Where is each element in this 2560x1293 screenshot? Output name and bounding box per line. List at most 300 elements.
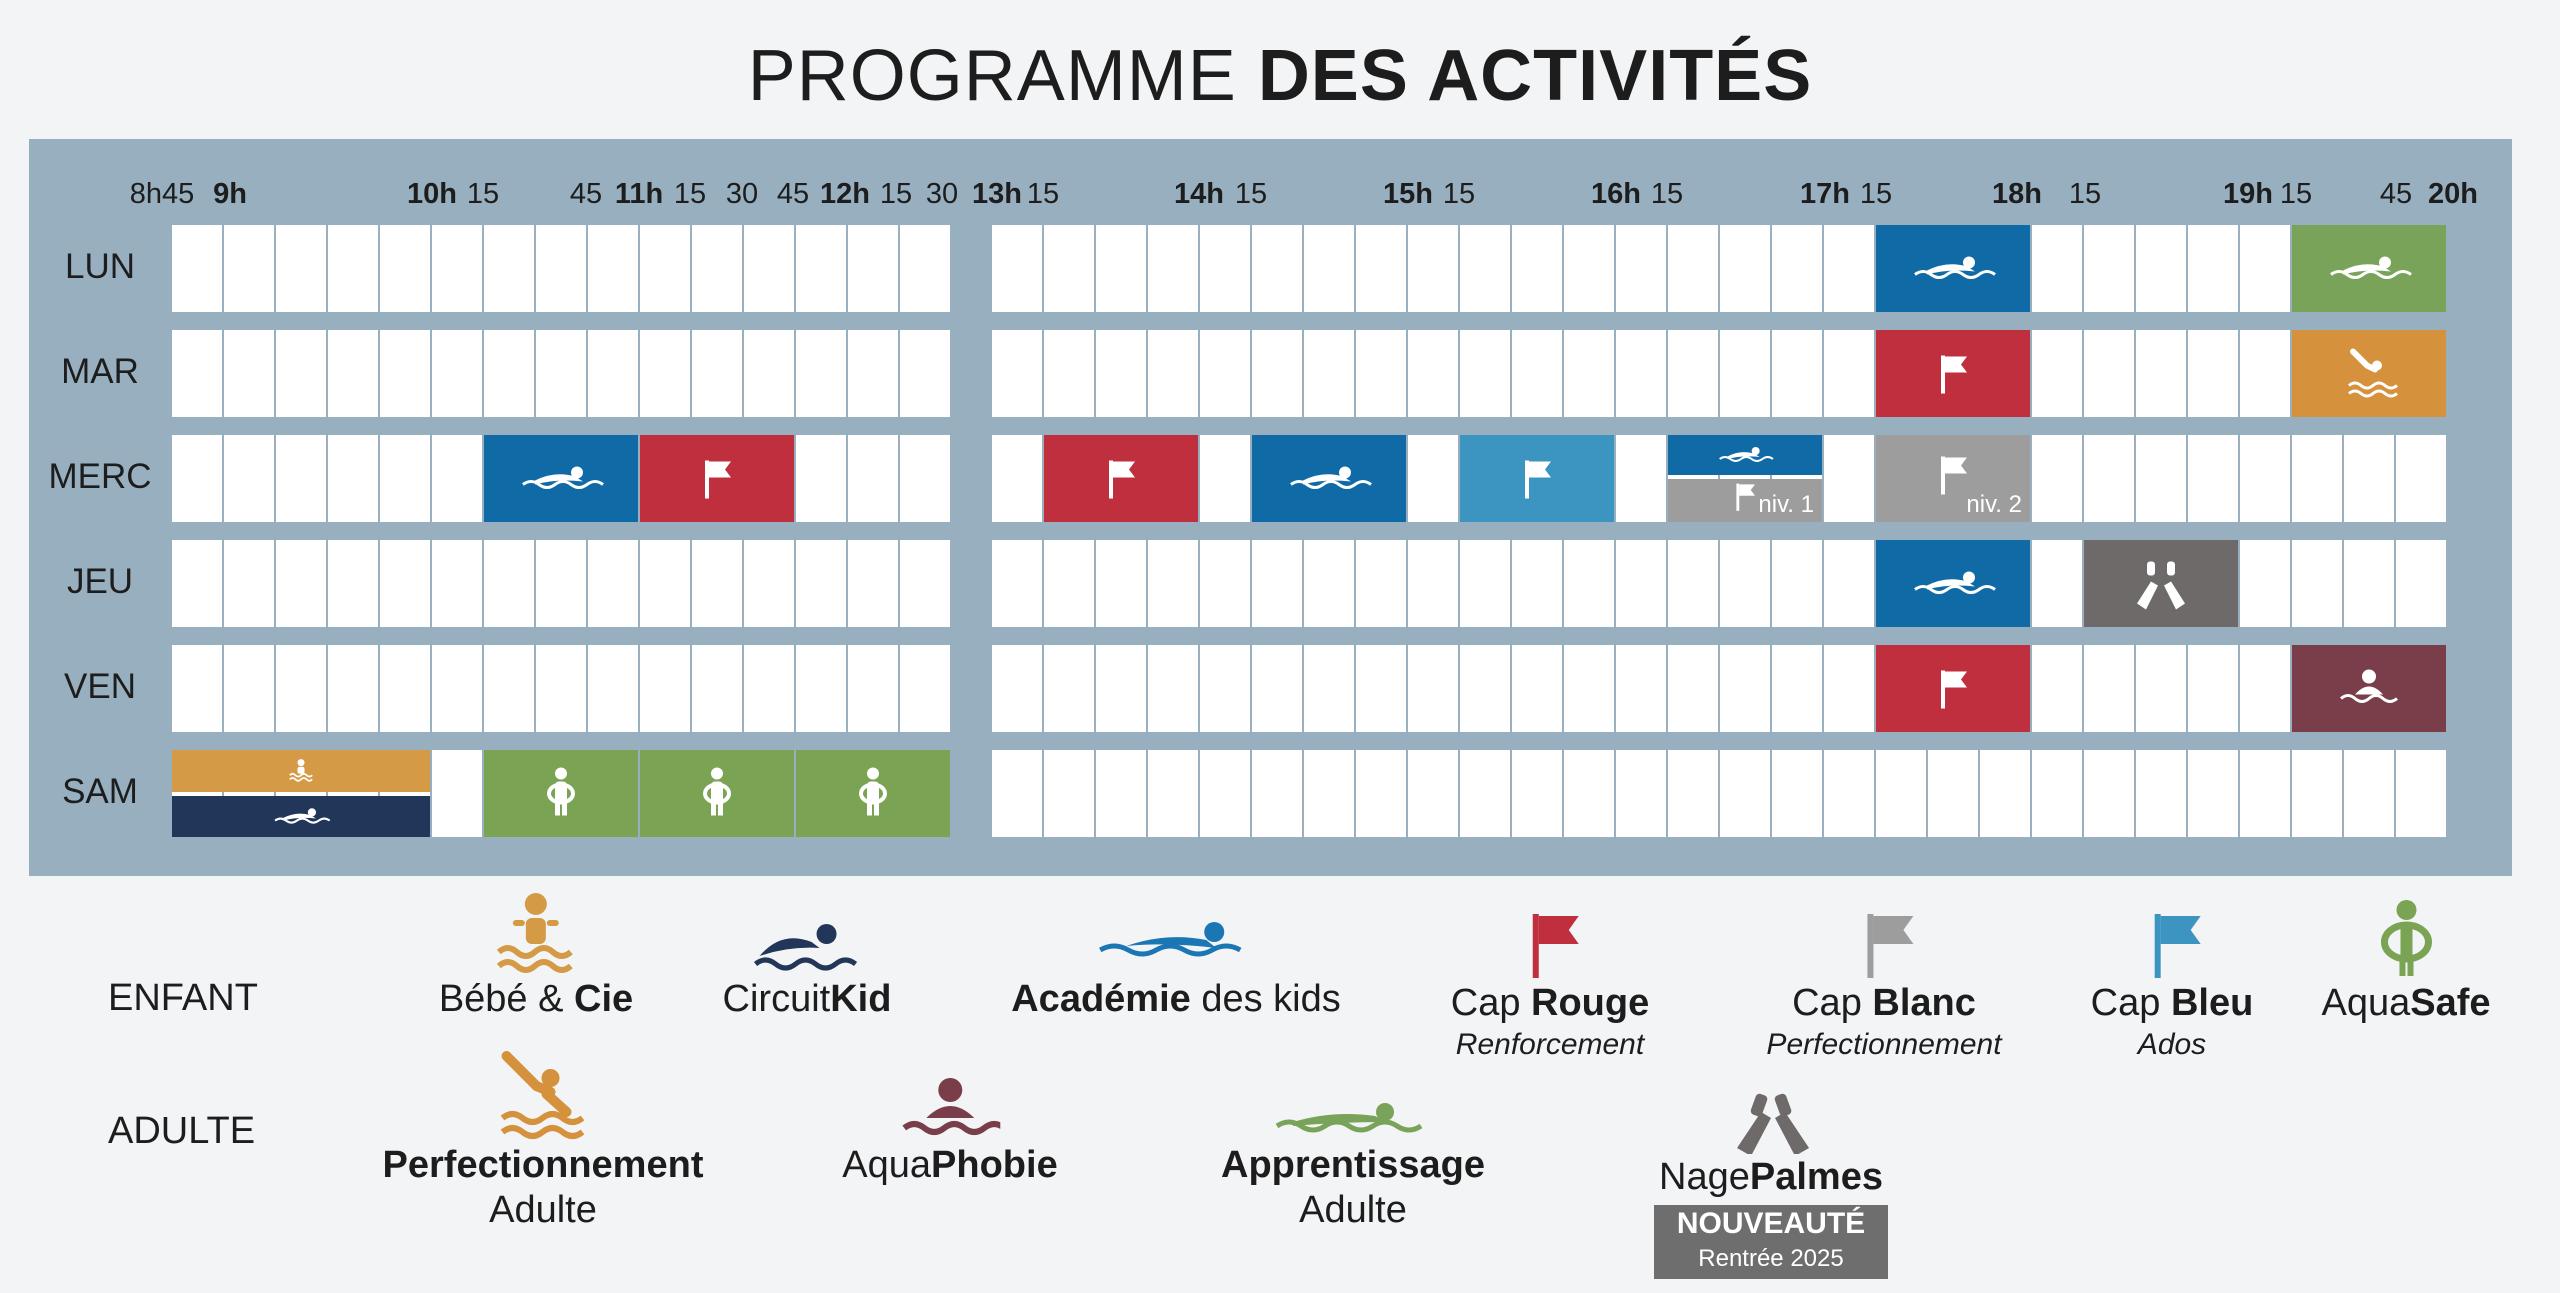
time-tick: 20h xyxy=(2428,178,2478,210)
long-swimmer-icon xyxy=(2292,225,2446,312)
time-tick: 10h xyxy=(407,178,457,210)
grid-cell xyxy=(1616,435,1666,522)
grid-cell xyxy=(900,540,950,627)
grid-cell xyxy=(1044,330,1094,417)
legend-cap-bleu xyxy=(2091,910,2254,1064)
grid-cell xyxy=(1564,225,1614,312)
grid-cell xyxy=(276,645,326,732)
grid-cell xyxy=(1408,540,1458,627)
grid-cell xyxy=(1044,645,1094,732)
time-tick: 11h xyxy=(614,178,664,210)
grid-cell xyxy=(1616,750,1666,837)
legend-academie-bold: Académie xyxy=(1011,978,1191,1020)
fins-icon xyxy=(2084,540,2238,627)
grid-cell xyxy=(992,330,1042,417)
long-swimmer-icon xyxy=(1273,1098,1433,1142)
baby-icon xyxy=(172,750,430,792)
grid-cell xyxy=(276,330,326,417)
grid-cell xyxy=(1200,435,1250,522)
grid-cell xyxy=(692,540,742,627)
grid-cell xyxy=(2344,540,2394,627)
activity-block[interactable] xyxy=(1668,479,1822,522)
grid-cell xyxy=(328,645,378,732)
grid-cell xyxy=(1512,645,1562,732)
activity-block[interactable] xyxy=(640,750,794,837)
grid-cell xyxy=(2396,750,2446,837)
activity-block[interactable] xyxy=(1044,435,1198,522)
grid-cell xyxy=(2344,750,2394,837)
legend-nagepalmes xyxy=(1659,1086,1883,1200)
grid-cell xyxy=(1252,645,1302,732)
grid-cell xyxy=(692,330,742,417)
activity-block[interactable] xyxy=(640,435,794,522)
grid-cell xyxy=(172,540,222,627)
aquasafe-icon xyxy=(640,750,794,837)
grid-cell xyxy=(2292,750,2342,837)
grey-flag-icon xyxy=(1849,910,1919,980)
grid-cell xyxy=(992,225,1042,312)
grid-cell xyxy=(1824,330,1874,417)
swimmer-icon xyxy=(1876,225,2030,312)
grid-cell xyxy=(744,540,794,627)
grid-cell xyxy=(2136,645,2186,732)
grid-cell xyxy=(692,645,742,732)
grid-cell xyxy=(796,435,846,522)
activity-block[interactable] xyxy=(2292,645,2446,732)
nouveaute-badge xyxy=(1654,1205,1888,1279)
time-tick: 15 xyxy=(1859,178,1893,210)
grid-cell xyxy=(2084,645,2134,732)
badge-subtitle: Rentrée 2025 xyxy=(1698,1245,1844,1272)
grid-cell xyxy=(536,225,586,312)
grid-cell xyxy=(2240,540,2290,627)
grid-cell xyxy=(1616,540,1666,627)
activity-block[interactable] xyxy=(172,750,430,792)
grid-cell xyxy=(2084,330,2134,417)
grid-cell xyxy=(2032,225,2082,312)
grid-cell xyxy=(1824,225,1874,312)
legend-cap-rouge-text: Cap xyxy=(1450,982,1532,1024)
grid-cell xyxy=(484,330,534,417)
grid-cell xyxy=(1408,225,1458,312)
legend-academie xyxy=(1011,912,1341,1022)
time-tick: 30 xyxy=(725,178,759,210)
grid-cell xyxy=(432,225,482,312)
small-swimmer-icon xyxy=(172,796,430,837)
grid-cell xyxy=(224,540,274,627)
level-note: niv. 2 xyxy=(1966,491,2022,518)
grid-cell xyxy=(796,645,846,732)
grid-cell xyxy=(1824,540,1874,627)
grid-cell xyxy=(224,225,274,312)
grid-cell xyxy=(1772,330,1822,417)
grid-cell xyxy=(848,330,898,417)
grid-cell xyxy=(1668,330,1718,417)
grid-cell xyxy=(2136,225,2186,312)
grid-cell xyxy=(1564,645,1614,732)
grid-cell xyxy=(172,435,222,522)
activity-block[interactable] xyxy=(2292,225,2446,312)
grid-cell xyxy=(2240,645,2290,732)
flag-icon xyxy=(1876,645,2030,732)
grid-cell xyxy=(1356,540,1406,627)
grid-cell xyxy=(1616,225,1666,312)
page-title xyxy=(0,28,2560,124)
time-tick: 15 xyxy=(1442,178,1476,210)
legend-perfectionnement-bold: Perfectionnement xyxy=(382,1144,704,1186)
title-light: PROGRAMME xyxy=(747,36,1237,116)
grid-cell xyxy=(224,330,274,417)
grid-cell xyxy=(432,750,482,837)
grid-cell xyxy=(848,540,898,627)
grid-cell xyxy=(328,435,378,522)
activity-block[interactable] xyxy=(1876,225,2030,312)
time-tick: 8h45 xyxy=(129,178,195,210)
level-note: niv. 1 xyxy=(1758,491,1814,518)
legend-bebe-text: Bébé & xyxy=(438,978,575,1020)
grid-cell xyxy=(848,645,898,732)
grid-cell xyxy=(640,330,690,417)
activity-block[interactable] xyxy=(796,750,950,837)
grid-cell xyxy=(992,645,1042,732)
grid-cell xyxy=(796,225,846,312)
grid-cell xyxy=(1772,225,1822,312)
swimmer-icon xyxy=(1668,435,1822,475)
grid-cell xyxy=(1200,225,1250,312)
legend-nagepalmes-text: Nage xyxy=(1659,1156,1750,1198)
grid-cell xyxy=(796,330,846,417)
legend-nagepalmes-bold: Palmes xyxy=(1749,1156,1883,1198)
grid-cell xyxy=(2188,645,2238,732)
grid-cell xyxy=(2292,435,2342,522)
grid-cell xyxy=(380,225,430,312)
diver-icon xyxy=(495,1050,591,1142)
grid-cell xyxy=(2188,750,2238,837)
grid-cell xyxy=(536,540,586,627)
grid-cell xyxy=(2344,435,2394,522)
grid-cell xyxy=(2136,750,2186,837)
grid-cell xyxy=(1408,645,1458,732)
grid-cell xyxy=(1148,540,1198,627)
grid-cell xyxy=(1408,330,1458,417)
grid-cell xyxy=(2188,330,2238,417)
time-tick: 18h xyxy=(1992,178,2042,210)
activity-block[interactable] xyxy=(1668,435,1822,475)
legend-aquasafe-text: Aqua xyxy=(2321,982,2411,1024)
time-tick: 45 xyxy=(569,178,603,210)
activity-block[interactable] xyxy=(2292,330,2446,417)
small-swimmer-icon xyxy=(752,912,862,976)
legend-academie-text: des kids xyxy=(1190,978,1341,1020)
aquasafe-icon xyxy=(2376,898,2436,980)
aquasafe-icon xyxy=(484,750,638,837)
grid-cell xyxy=(1772,645,1822,732)
grid-cell xyxy=(1356,645,1406,732)
legend-circuitkid-text: Circuit xyxy=(722,978,831,1020)
baby-icon xyxy=(491,890,581,976)
grid-cell xyxy=(328,540,378,627)
grid-cell xyxy=(1096,330,1146,417)
grid-cell xyxy=(1512,540,1562,627)
grid-cell xyxy=(2188,435,2238,522)
grid-cell xyxy=(1148,330,1198,417)
grid-cell xyxy=(172,645,222,732)
grid-cell xyxy=(172,225,222,312)
grid-cell xyxy=(328,225,378,312)
legend-adulte-label: ADULTE xyxy=(108,1110,256,1152)
activity-block[interactable] xyxy=(172,796,430,837)
flag-icon xyxy=(1876,330,2030,417)
grid-cell xyxy=(432,540,482,627)
time-tick: 15 xyxy=(1650,178,1684,210)
grid-cell xyxy=(2032,750,2082,837)
activity-block[interactable] xyxy=(1252,435,1406,522)
time-tick: 9h xyxy=(213,178,247,210)
activity-block[interactable] xyxy=(484,435,638,522)
blue-flag-icon xyxy=(2137,910,2207,980)
grid-cell xyxy=(640,645,690,732)
legend-circuitkid-bold: Kid xyxy=(830,978,892,1020)
time-tick: 15 xyxy=(673,178,707,210)
swimmer-icon xyxy=(484,435,638,522)
time-tick: 15 xyxy=(1026,178,1060,210)
phobie-icon xyxy=(2292,645,2446,732)
grid-cell xyxy=(1564,750,1614,837)
legend-bebe-bold: Cie xyxy=(574,978,634,1020)
time-tick: 12h xyxy=(820,178,870,210)
grid-cell xyxy=(2240,225,2290,312)
grid-cell xyxy=(1408,750,1458,837)
grid-cell xyxy=(848,435,898,522)
aquasafe-icon xyxy=(796,750,950,837)
grid-cell xyxy=(328,330,378,417)
flag-icon xyxy=(1044,435,1198,522)
grid-cell xyxy=(2084,435,2134,522)
grid-cell xyxy=(1356,225,1406,312)
grid-cell xyxy=(1096,750,1146,837)
grid-cell xyxy=(1252,540,1302,627)
grid-cell xyxy=(900,645,950,732)
legend-cap-blanc-text: Cap xyxy=(1792,982,1873,1024)
grid-cell xyxy=(2136,435,2186,522)
grid-cell xyxy=(1044,225,1094,312)
grid-cell xyxy=(2396,435,2446,522)
swimmer-icon xyxy=(1096,912,1256,976)
grid-cell xyxy=(1044,750,1094,837)
legend-cap-rouge xyxy=(1451,910,1650,1064)
activity-block[interactable] xyxy=(484,750,638,837)
legend-cap-bleu-text: Cap xyxy=(2090,982,2171,1024)
grid-cell xyxy=(1928,750,1978,837)
grid-cell xyxy=(640,540,690,627)
grid-cell xyxy=(1824,645,1874,732)
grid-cell xyxy=(1616,645,1666,732)
grid-cell xyxy=(1720,225,1770,312)
day-label-ven: VEN xyxy=(64,667,136,706)
grid-cell xyxy=(380,645,430,732)
grid-cell xyxy=(1096,645,1146,732)
day-label-merc: MERC xyxy=(48,457,152,496)
grid-cell xyxy=(1096,225,1146,312)
grid-cell xyxy=(1772,540,1822,627)
grid-cell xyxy=(1564,330,1614,417)
day-label-lun: LUN xyxy=(64,247,136,286)
grid-cell xyxy=(172,330,222,417)
grid-cell xyxy=(848,225,898,312)
grid-cell xyxy=(1252,225,1302,312)
grid-cell xyxy=(1148,645,1198,732)
grid-cell xyxy=(1460,645,1510,732)
legend-apprentissage xyxy=(1221,1098,1485,1232)
grid-cell xyxy=(1668,225,1718,312)
grid-cell xyxy=(1200,645,1250,732)
legend-apprentissage-bold: Apprentissage xyxy=(1221,1144,1485,1186)
grid-cell xyxy=(2396,540,2446,627)
legend-bebe-cie xyxy=(439,890,633,1022)
grid-cell xyxy=(536,330,586,417)
grid-cell xyxy=(1720,750,1770,837)
grid-cell xyxy=(484,540,534,627)
time-tick: 13h xyxy=(972,178,1022,210)
grid-cell xyxy=(224,645,274,732)
grid-cell xyxy=(1304,330,1354,417)
legend-perfectionnement-sub: Adulte xyxy=(489,1189,597,1231)
grid-cell xyxy=(1564,540,1614,627)
grid-cell xyxy=(276,225,326,312)
grid-cell xyxy=(588,330,638,417)
grid-cell xyxy=(1044,540,1094,627)
grid-cell xyxy=(2136,330,2186,417)
grid-cell xyxy=(1304,750,1354,837)
grid-cell xyxy=(2032,330,2082,417)
legend-cap-blanc xyxy=(1766,910,2001,1064)
swimmer-icon xyxy=(1876,540,2030,627)
grid-cell xyxy=(2032,645,2082,732)
grid-cell xyxy=(2032,435,2082,522)
grid-cell xyxy=(1356,750,1406,837)
grid-cell xyxy=(1772,750,1822,837)
grid-cell xyxy=(900,330,950,417)
grid-cell xyxy=(1304,225,1354,312)
activity-block[interactable] xyxy=(1876,540,2030,627)
grid-cell xyxy=(432,435,482,522)
grid-cell xyxy=(1460,330,1510,417)
time-tick: 16h xyxy=(1591,178,1641,210)
grid-cell xyxy=(1304,645,1354,732)
grid-cell xyxy=(2084,225,2134,312)
flag-icon xyxy=(1460,435,1614,522)
grid-cell xyxy=(1668,645,1718,732)
grid-cell xyxy=(1668,540,1718,627)
legend-aquaphobie-bold: Phobie xyxy=(931,1144,1058,1186)
time-tick: 14h xyxy=(1174,178,1224,210)
grid-cell xyxy=(744,645,794,732)
legend-aquaphobie xyxy=(842,1076,1057,1188)
grid-cell xyxy=(588,225,638,312)
legend-cap-rouge-sub: Renforcement xyxy=(1455,1028,1645,1061)
grid-cell xyxy=(276,540,326,627)
legend-aquasafe xyxy=(2321,898,2490,1026)
grid-cell xyxy=(1252,330,1302,417)
grid-cell xyxy=(1824,435,1874,522)
legend-cap-blanc-bold: Blanc xyxy=(1872,982,1976,1024)
legend-apprentissage-sub: Adulte xyxy=(1299,1189,1407,1231)
grid-cell xyxy=(276,435,326,522)
grid-cell xyxy=(1824,750,1874,837)
legend-aquasafe-bold: Safe xyxy=(2410,982,2491,1024)
title-bold: DES ACTIVITÉS xyxy=(1257,36,1813,116)
time-tick: 17h xyxy=(1800,178,1850,210)
fins-icon xyxy=(1723,1086,1819,1154)
grid-cell xyxy=(1408,435,1458,522)
legend-cap-bleu-sub: Ados xyxy=(2137,1028,2207,1061)
time-tick: 30 xyxy=(925,178,959,210)
grid-cell xyxy=(1720,330,1770,417)
activity-block[interactable] xyxy=(1876,645,2030,732)
grid-cell xyxy=(484,225,534,312)
legend-cap-rouge-bold: Rouge xyxy=(1531,982,1650,1024)
activity-block[interactable] xyxy=(2084,540,2238,627)
grid-cell xyxy=(1720,540,1770,627)
grid-cell xyxy=(1148,750,1198,837)
grid-cell xyxy=(796,540,846,627)
grid-cell xyxy=(992,540,1042,627)
time-tick: 15 xyxy=(879,178,913,210)
grid-cell xyxy=(1512,330,1562,417)
grid-cell xyxy=(1876,750,1926,837)
grid-cell xyxy=(588,540,638,627)
grid-cell xyxy=(1980,750,2030,837)
time-tick: 15 xyxy=(466,178,500,210)
grid-cell xyxy=(1512,225,1562,312)
diver-icon xyxy=(2292,330,2446,417)
grid-cell xyxy=(536,645,586,732)
legend-cap-blanc-sub: Perfectionnement xyxy=(1766,1028,2002,1061)
grid-cell xyxy=(1460,750,1510,837)
time-tick: 15h xyxy=(1383,178,1433,210)
grid-cell xyxy=(1356,330,1406,417)
grid-cell xyxy=(2240,435,2290,522)
grid-cell xyxy=(1460,225,1510,312)
grid-cell xyxy=(2188,225,2238,312)
badge-title: NOUVEAUTÉ xyxy=(1676,1207,1866,1240)
grid-cell xyxy=(484,645,534,732)
activity-block[interactable] xyxy=(1876,435,2030,522)
grid-cell xyxy=(992,435,1042,522)
grid-cell xyxy=(2292,540,2342,627)
grid-cell xyxy=(224,435,274,522)
grid-cell xyxy=(1512,750,1562,837)
grid-cell xyxy=(2084,750,2134,837)
time-tick: 15 xyxy=(2279,178,2313,210)
legend-enfant-label: ENFANT xyxy=(108,977,258,1019)
grid-cell xyxy=(1148,225,1198,312)
grid-cell xyxy=(588,645,638,732)
grid-cell xyxy=(380,435,430,522)
grid-cell xyxy=(900,225,950,312)
grid-cell xyxy=(992,750,1042,837)
grid-cell xyxy=(1200,330,1250,417)
activity-block[interactable] xyxy=(1460,435,1614,522)
grid-cell xyxy=(2240,330,2290,417)
grid-cell xyxy=(432,645,482,732)
grid-cell xyxy=(1720,645,1770,732)
grid-cell xyxy=(1096,540,1146,627)
activity-block[interactable] xyxy=(1876,330,2030,417)
legend-circuitkid xyxy=(723,912,892,1022)
grid-cell xyxy=(2240,750,2290,837)
grid-cell xyxy=(1616,330,1666,417)
